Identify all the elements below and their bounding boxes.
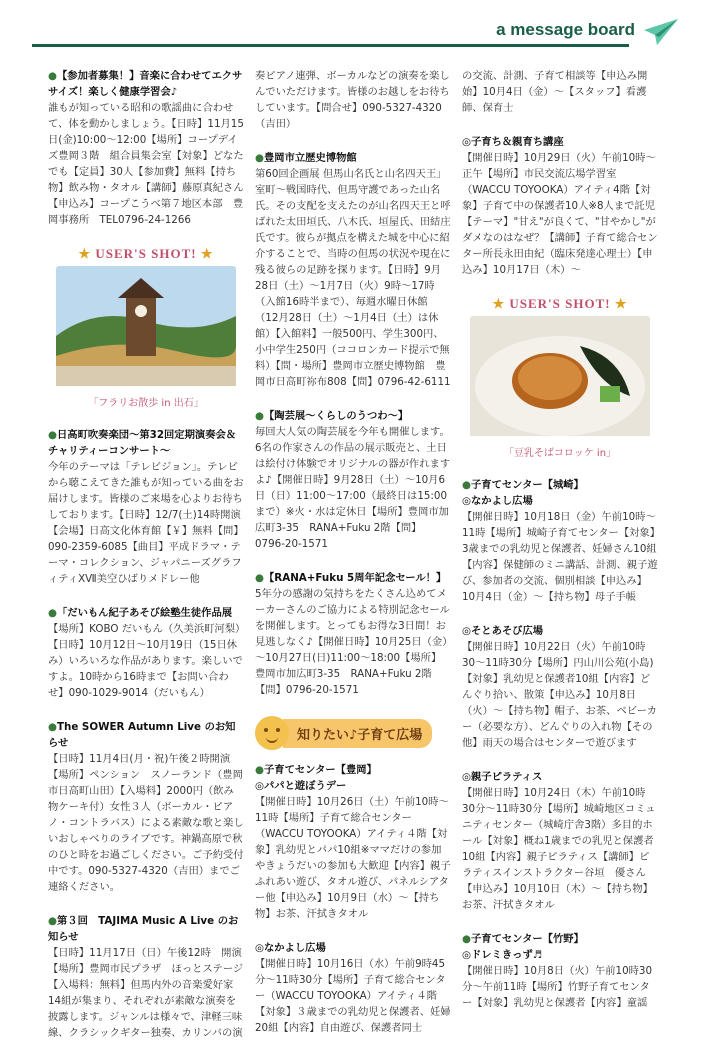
article-subheading: ◎なかよし広場 — [255, 942, 326, 954]
users-shot-photo — [462, 296, 658, 459]
article — [48, 68, 244, 228]
smiley-face-icon — [255, 716, 289, 750]
article-body: 【開催日時】10月24日（木）午前10時30分～11時30分【場所】城崎地区コミュニティセンター（城崎庁舎3階）多目的ホール【対象】概ね1歳までの乳児と保護者10組【内容】親子ピラティス【講師】ピラティスインストラクター谷垣 優さん【申込み】10月10日（木）～【持ち物】お茶、汗拭きタオル — [462, 787, 656, 911]
bullet-icon: ● — [48, 607, 57, 619]
article — [462, 477, 658, 605]
article-heading: 【RANA+Fuku 5周年記念セール！】 — [264, 572, 447, 584]
article — [48, 913, 244, 1041]
article-heading: 日高町吹奏楽団～第32回定期演奏会＆チャリティーコンサート～ — [48, 429, 237, 457]
article-heading: The SOWER Autumn Live のお知らせ — [48, 721, 236, 749]
article-body: 奏ピアノ連弾、ボーカルなどの演奏を楽しんでいただけます。皆様のお越しをお待ちしています。【問合せ】090-5327-4320（吉田） — [255, 70, 450, 130]
croquette-soba-image — [470, 316, 650, 440]
article — [255, 940, 451, 1036]
article-body: 【場所】KOBO だいもん（久美浜町河梨）【日時】10月12日～10月19日（15日休み）いろいろな作品があります。楽しいですよ。10時から16時まで【お問い合わせ】090-1029-9014（だいもん） — [48, 623, 243, 699]
article-body: 【日時】11月17日（日）午後12時 開演【場所】豊岡市民プラザ ほっとステージ【入場料：無料】但馬内外の音楽愛好家14組が集まり、それぞれが素敵な演奏を披露します。ジャンルは様々で、津軽三味線、クラシックギター独奏、カリンバの演 — [48, 947, 244, 1039]
article-body: 毎回大人気の陶芸展を今年も開催します。6名の作家さんの作品の展示販売と、土日は絵付け体験でオリジナルの器が作れますよ♪【開催日時】9月28日（土）～10月6日（日）11:00～17:00（最終日は15:00まで）※火・水は定休日【場所】豊岡市加広町3-35 RANA+Fuku 2階【問】0796-20-1571 — [255, 426, 451, 550]
parenting-section-banner — [255, 716, 451, 750]
article-body: 【日時】11月4日(月・祝)午後２時開演【場所】ペンション スノーランド（豊岡市日高町山田）【入場料】2000円（飲み物ケーキ付）女性３人（ボーカル・ピアノ・コントラバス）による素敵な歌と楽しいおしゃべりのライブです。神鍋高原で秋のひと時をお過ごしください。ご予約受付中です。090-5327-4320（吉田）までご連絡ください。 — [48, 753, 244, 893]
article-subheading: ◎そとあそび広場 — [462, 625, 544, 637]
article-body: 【開催日時】10月16日（水）午前9時45分～11時30分【場所】子育て総合センター（WACCU TOYOOKA）アイティ４階【対象】３歳までの乳幼児と保護者、妊婦20組【内容】自由遊び、保護者同士 — [255, 958, 451, 1034]
article-heading: 【陶芸展～くらしのうつわ～】 — [264, 410, 409, 422]
article-subheading: ◎親子ピラティス — [462, 771, 543, 783]
photo-caption: 「フラリお散歩 in 出石」 — [88, 398, 204, 409]
photo-caption: 「豆乳そばコロッケ in」 — [503, 448, 617, 459]
article-subheading: ◎なかよし広場 — [462, 495, 533, 507]
article-heading: ◎子育ち＆親育ち講座 — [462, 136, 564, 148]
article — [48, 605, 244, 701]
article-body: 【開催日時】10月8日（火）午前10時30分～午前11時【場所】竹野子育てセンター【対象】乳幼児と保護者【内容】童謡 — [462, 965, 653, 1009]
star-icon: ★ — [78, 246, 92, 261]
article — [462, 931, 658, 1011]
article-subheading: ◎パパと遊ぼうデー — [255, 780, 347, 792]
column-2 — [255, 68, 451, 1054]
article-body: 第60回企画展 但馬山名氏と山名四天王」室町～戦国時代、但馬守護であった山名氏。その支配を支えたのが山名四天王と呼ばれた太田垣氏、八木氏、垣屋氏、田結庄氏です。彼らが拠点を構えた城を中心に紹介することで、当時の但馬の状況や現在に残る彼らの足跡を探ります。【日時】9月28日（土）～1月7日（火）9時～17時（入館16時半まで）、毎週水曜日休館（12月28日（土）～1月4日（土）は休館）【入館料】一般500円、学生300円、小中学生250円（ココロンカード提示で無料）【問・場所】豊岡市立歴史博物館 豊岡市日高町祢布808【問】0796-42-6111 — [255, 168, 451, 388]
clock-tower-image — [56, 266, 236, 390]
article-heading: 第３回 TAJIMA Music A Live のお知らせ — [48, 915, 239, 943]
article-body: 【開催日時】10月29日（火）午前10時～正午【場所】市民交流広場学習室（WACCU TOYOOKA）アイティ4階【対象】子育て中の保護者10人※8人まで託児【テーマ】"甘え"が良くて、"甘やかし"がダメなのはなぜ？【講師】子育て総合センター所長永田由紀（臨床発達心理士）【申込み】10月17日（木）～ — [462, 152, 658, 276]
column-3 — [462, 68, 658, 1029]
article-heading: 子育てセンター【豊岡】 — [264, 764, 377, 776]
bullet-icon: ● — [48, 70, 57, 82]
bullet-icon: ● — [255, 764, 264, 776]
article — [255, 150, 451, 390]
star-icon: ★ — [200, 246, 214, 261]
article-heading: 子育てセンター【竹野】 — [471, 933, 584, 945]
header-rule — [32, 44, 629, 47]
article-body: 誰もが知っている昭和の歌謡曲に合わせて、体を動かしましょう。【日時】11月15日(金)10:00～12:00【場所】コープデイズ豊岡３階 組合員集会室【対象】どなたでも【定員】30人【参加費】無料【持ち物】飲み物・タオル【講師】藤原真紀さん【申込み】コープこうべ第７地区本部 豊岡事務所 TEL0796-24-1266 — [48, 102, 244, 226]
article — [255, 762, 451, 922]
bullet-icon: ● — [255, 410, 264, 422]
article-body: 【開催日時】10月18日（金）午前10時～11時【場所】城崎子育てセンター【対象】3歳までの乳幼児と保護者、妊婦さん10組【内容】保健師のミニ講話、計測、親子遊び、参加者の交流、個別相談【申込み】10月4日（金）～【持ち物】母子手帳 — [462, 511, 658, 603]
article-continued — [255, 68, 451, 132]
page-title: a message board — [496, 20, 635, 39]
article-body: 今年のテーマは「テレビジョン」。テレビから聴こえてきた誰もが知っている曲をお届けします。皆様のご来場を心よりお待ちしております。【日時】12/7(土)14時開演【会場】日高文化体育館【￥】無料【問】090-2359-6085【曲目】平成ドラマ・テーマ・コレクション、ジャパニーズグラフィティⅩⅦ美空ひばりメドレー他 — [48, 461, 244, 585]
star-icon: ★ — [614, 296, 628, 311]
bullet-icon: ● — [462, 479, 471, 491]
article — [48, 427, 244, 587]
article — [255, 408, 451, 552]
article-body: 【開催日時】10月26日（土）午前10時～11時【場所】子育て総合センター（WACCU TOYOOKA）アイティ４階【対象】乳幼児とパパ10組※ママだけの参加やきょうだいの参加も大歓迎【内容】親子ふれあい遊び、タオル遊び、パネルシアター他【申込み】10月9日（水）～【持ち物】お茶、汗拭きタオル — [255, 796, 451, 920]
article-body: 【開催日時】10月22日（火）午前10時30～11時30分【場所】円山川公苑(小島)【対象】乳幼児と保護者10組【内容】どんぐり拾い、散策【申込み】10月8日（火）～【持ち物】帽子、お茶、ベビーカー（必要な方）、どんぐりの入れ物【その他】雨天の場合はセンターで遊びます — [462, 641, 658, 749]
article — [462, 134, 658, 278]
users-shot-label: USER'S SHOT! — [509, 296, 611, 311]
bullet-icon: ● — [255, 152, 264, 164]
star-icon: ★ — [492, 296, 506, 311]
article — [255, 570, 451, 698]
bullet-icon: ● — [462, 933, 471, 945]
users-shot-photo — [48, 246, 244, 409]
column-1 — [48, 68, 244, 1059]
article-heading: 「だいもん紀子あそび絵塾生徒作品展 — [57, 607, 233, 619]
article-continued — [462, 68, 658, 116]
bullet-icon: ● — [255, 572, 264, 584]
article-body: 5年分の感謝の気持ちをたくさん込めてメーカーさんのご協力による特別記念セールを開催します。とってもお得な3日間！お見逃しなく♪【開催日時】10月25日（金）～10月27日(日)11:00～18:00【場所】豊岡市加広町3-35 RANA+Fuku 2階【問】0796-20-1571 — [255, 588, 450, 696]
article — [462, 769, 658, 913]
article-body: の交流、計測、子育て相談等【申込み開始】10月4日（金）～【スタッフ】看護師、保育士 — [462, 70, 648, 114]
article-heading: 子育てセンター【城崎】 — [471, 479, 584, 491]
banner-label: 知りたい♪子育て広場 — [283, 719, 432, 748]
article — [48, 719, 244, 895]
page-header — [0, 0, 705, 48]
article — [462, 623, 658, 751]
paper-plane-icon — [643, 18, 679, 46]
bullet-icon: ● — [48, 915, 57, 927]
article-subheading: ◎ドレミきっず♬ — [462, 949, 542, 961]
bullet-icon: ● — [48, 429, 57, 441]
users-shot-label: USER'S SHOT! — [95, 246, 197, 261]
article-heading: 豊岡市立歴史博物館 — [264, 152, 357, 164]
bullet-icon: ● — [48, 721, 57, 733]
article-heading: 【参加者募集！】音楽に合わせてエクササイズ！楽しく健康学習会♪ — [48, 70, 243, 98]
